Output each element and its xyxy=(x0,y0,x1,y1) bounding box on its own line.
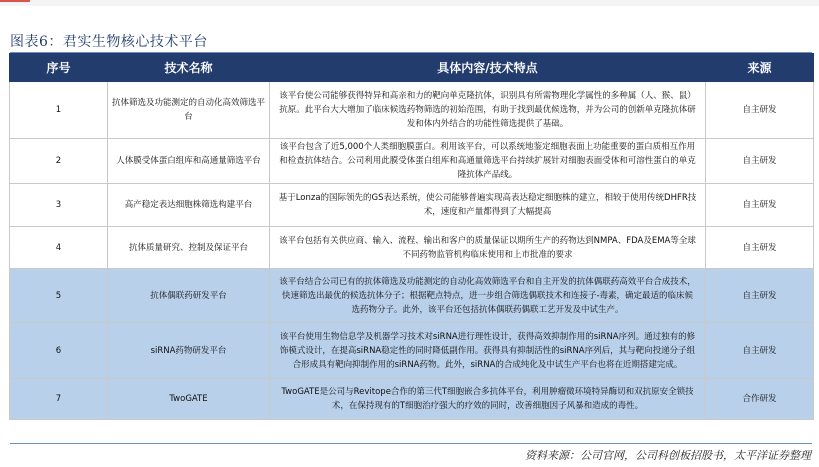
header-name: 技术名称 xyxy=(108,54,270,82)
table-row xyxy=(10,269,814,323)
row-source: 合作研发 xyxy=(706,379,814,420)
row-content: 该平台包括有关供应商、输入、流程、输出和客户的质量保证以期所生产的药物达到NMPA、FDA及EMA等全球不同药物监管机构临床使用和上市批准的要求 xyxy=(270,227,706,269)
row-content: 该平台包含了近5,000个人类细胞膜蛋白。利用该平台，可以系统地鉴定细胞表面上功能重要的蛋白质相互作用和检查抗体结合。公司利用此膜受体蛋白组库和高通量筛选平台持续扩展针对细胞表面受体和可溶性蛋白的单克隆抗体产品线。 xyxy=(270,139,706,184)
row-name: 抗体偶联药研发平台 xyxy=(108,269,270,323)
table-row xyxy=(10,379,814,420)
source-note: 资料来源：公司官网，公司科创板招股书，太平洋证券整理 xyxy=(525,449,811,462)
table-row xyxy=(10,323,814,379)
row-no: 7 xyxy=(10,379,108,420)
row-name: 抗体筛选及功能测定的自动化高效筛选平台 xyxy=(108,82,270,139)
row-source: 自主研发 xyxy=(706,269,814,323)
row-content: TwoGATE是公司与Revitope合作的第三代T细胞嵌合多抗体平台，利用肿瘤微环境特异酶切和双抗原安全锁技术，在保持现有的T细胞治疗强大的疗效的同时，改善细胞因子风暴和造成的毒性。 xyxy=(270,379,706,420)
row-no: 4 xyxy=(10,227,108,269)
figure-title: 图表6：君实生物核心技术平台 xyxy=(10,34,208,50)
table-row xyxy=(10,184,814,227)
row-no: 3 xyxy=(10,184,108,227)
platform-table xyxy=(9,53,814,420)
row-no: 6 xyxy=(10,323,108,379)
header-content: 具体内容/技术特点 xyxy=(270,54,706,82)
row-source: 自主研发 xyxy=(706,139,814,184)
row-source: 自主研发 xyxy=(706,82,814,139)
table-header-row xyxy=(10,54,814,82)
row-content: 该平台使公司能够获得特异和高亲和力的靶向单克隆抗体，识别具有所需物理化学属性的多种属（人、猴、鼠）抗原。此平台大大增加了临床候选药物筛选的初始范围，有助于找到最优候选物，并为公司的创新单克隆抗体研发和体内外结合的功能性筛选提供了基础。 xyxy=(270,82,706,139)
row-no: 5 xyxy=(10,269,108,323)
row-no: 2 xyxy=(10,139,108,184)
row-no: 1 xyxy=(10,82,108,139)
table-row xyxy=(10,139,814,184)
row-name: 人体膜受体蛋白组库和高通量筛选平台 xyxy=(108,139,270,184)
row-name: TwoGATE xyxy=(108,379,270,420)
header-no: 序号 xyxy=(10,54,108,82)
row-content: 该平台使用生物信息学及机器学习技术对siRNA进行理性设计，获得高效抑制作用的siRNA序列。通过独有的修饰模式设计，在提高siRNA稳定性的同时降低副作用。获得具有抑制活性的siRNA序列后，其与靶向投递分子组合形成具有靶向抑制作用的siRNA药物。此外，siRNA的合成纯化及中试生产平台也将在近期搭建完成。 xyxy=(270,323,706,379)
row-name: 高产稳定表达细胞株筛选构建平台 xyxy=(108,184,270,227)
row-content: 基于Lonza的国际领先的GS表达系统，使公司能够普遍实现高表达稳定细胞株的建立，相较于使用传统DHFR技术，速度和产量都得到了大幅提高 xyxy=(270,184,706,227)
row-source: 自主研发 xyxy=(706,323,814,379)
table-row xyxy=(10,227,814,269)
header-source: 来源 xyxy=(706,54,814,82)
row-source: 自主研发 xyxy=(706,184,814,227)
top-decoration xyxy=(0,0,819,6)
table-row xyxy=(10,82,814,139)
top-accent xyxy=(0,0,30,2)
row-name: 抗体质量研究、控制及保证平台 xyxy=(108,227,270,269)
footer-rule xyxy=(10,443,812,444)
row-source: 自主研发 xyxy=(706,227,814,269)
row-content: 该平台结合公司已有的抗体筛选及功能测定的自动化高效筛选平台和自主开发的抗体偶联药高效平台合成技术，快速筛选出最优的候选抗体分子；根据靶点特点，进一步组合筛选偶联技术和连接子-毒素，确定最适的临床候选药物分子。此外，该平台还包括抗体偶联药偶联工艺开发及中试生产。 xyxy=(270,269,706,323)
row-name: siRNA药物研发平台 xyxy=(108,323,270,379)
